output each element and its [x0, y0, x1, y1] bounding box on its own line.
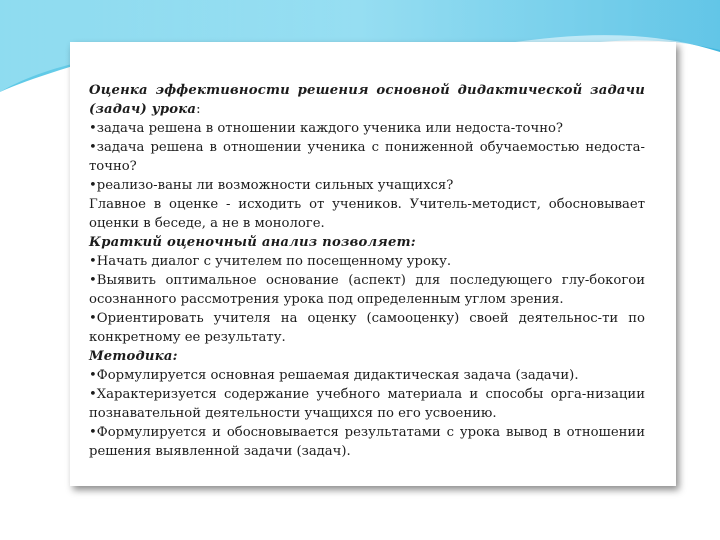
list-item: •задача решена в отношении каждого ученика или недоста-точно? [89, 121, 563, 136]
heading-methodology: Методика: [89, 349, 178, 364]
list-item: •Формулируется основная решаемая дидактическая задача (задачи). [89, 368, 579, 383]
heading-evaluation: Оценка эффективности решения основной дидактической задачи (задач) урока: [89, 83, 645, 117]
slide-content [89, 81, 645, 461]
list-item: •реализо-ваны ли возможности сильных учащихся? [89, 178, 454, 193]
list-item: •Характеризуется содержание учебного материала и способы орга-низации познавательной деятельности учащихся по его усвоению. [89, 387, 645, 421]
heading-brief-analysis: Краткий оценочный анализ позволяет: [89, 235, 416, 250]
list-item: •Выявить оптимальное основание (аспект) для последующего глу-бокогои осознанного рассмотрения урока под определенным углом зрения. [89, 273, 645, 307]
list-item: •Ориентировать учителя на оценку (самооценку) своей деятельнос-ти по конкретному ее результату. [89, 311, 645, 345]
list-item: •Формулируется и обосновывается результатами с урока вывод в отношении решения выявленной задачи (задач). [89, 425, 645, 459]
main-paragraph: Главное в оценке - исходить от учеников. Учитель-методист, обосновывает оценки в беседе, а не в монологе. [89, 197, 645, 231]
list-item: •задача решена в отношении ученика с пониженной обучаемостью недоста-точно? [89, 140, 645, 174]
list-item: •Начать диалог с учителем по посещенному уроку. [89, 254, 452, 269]
